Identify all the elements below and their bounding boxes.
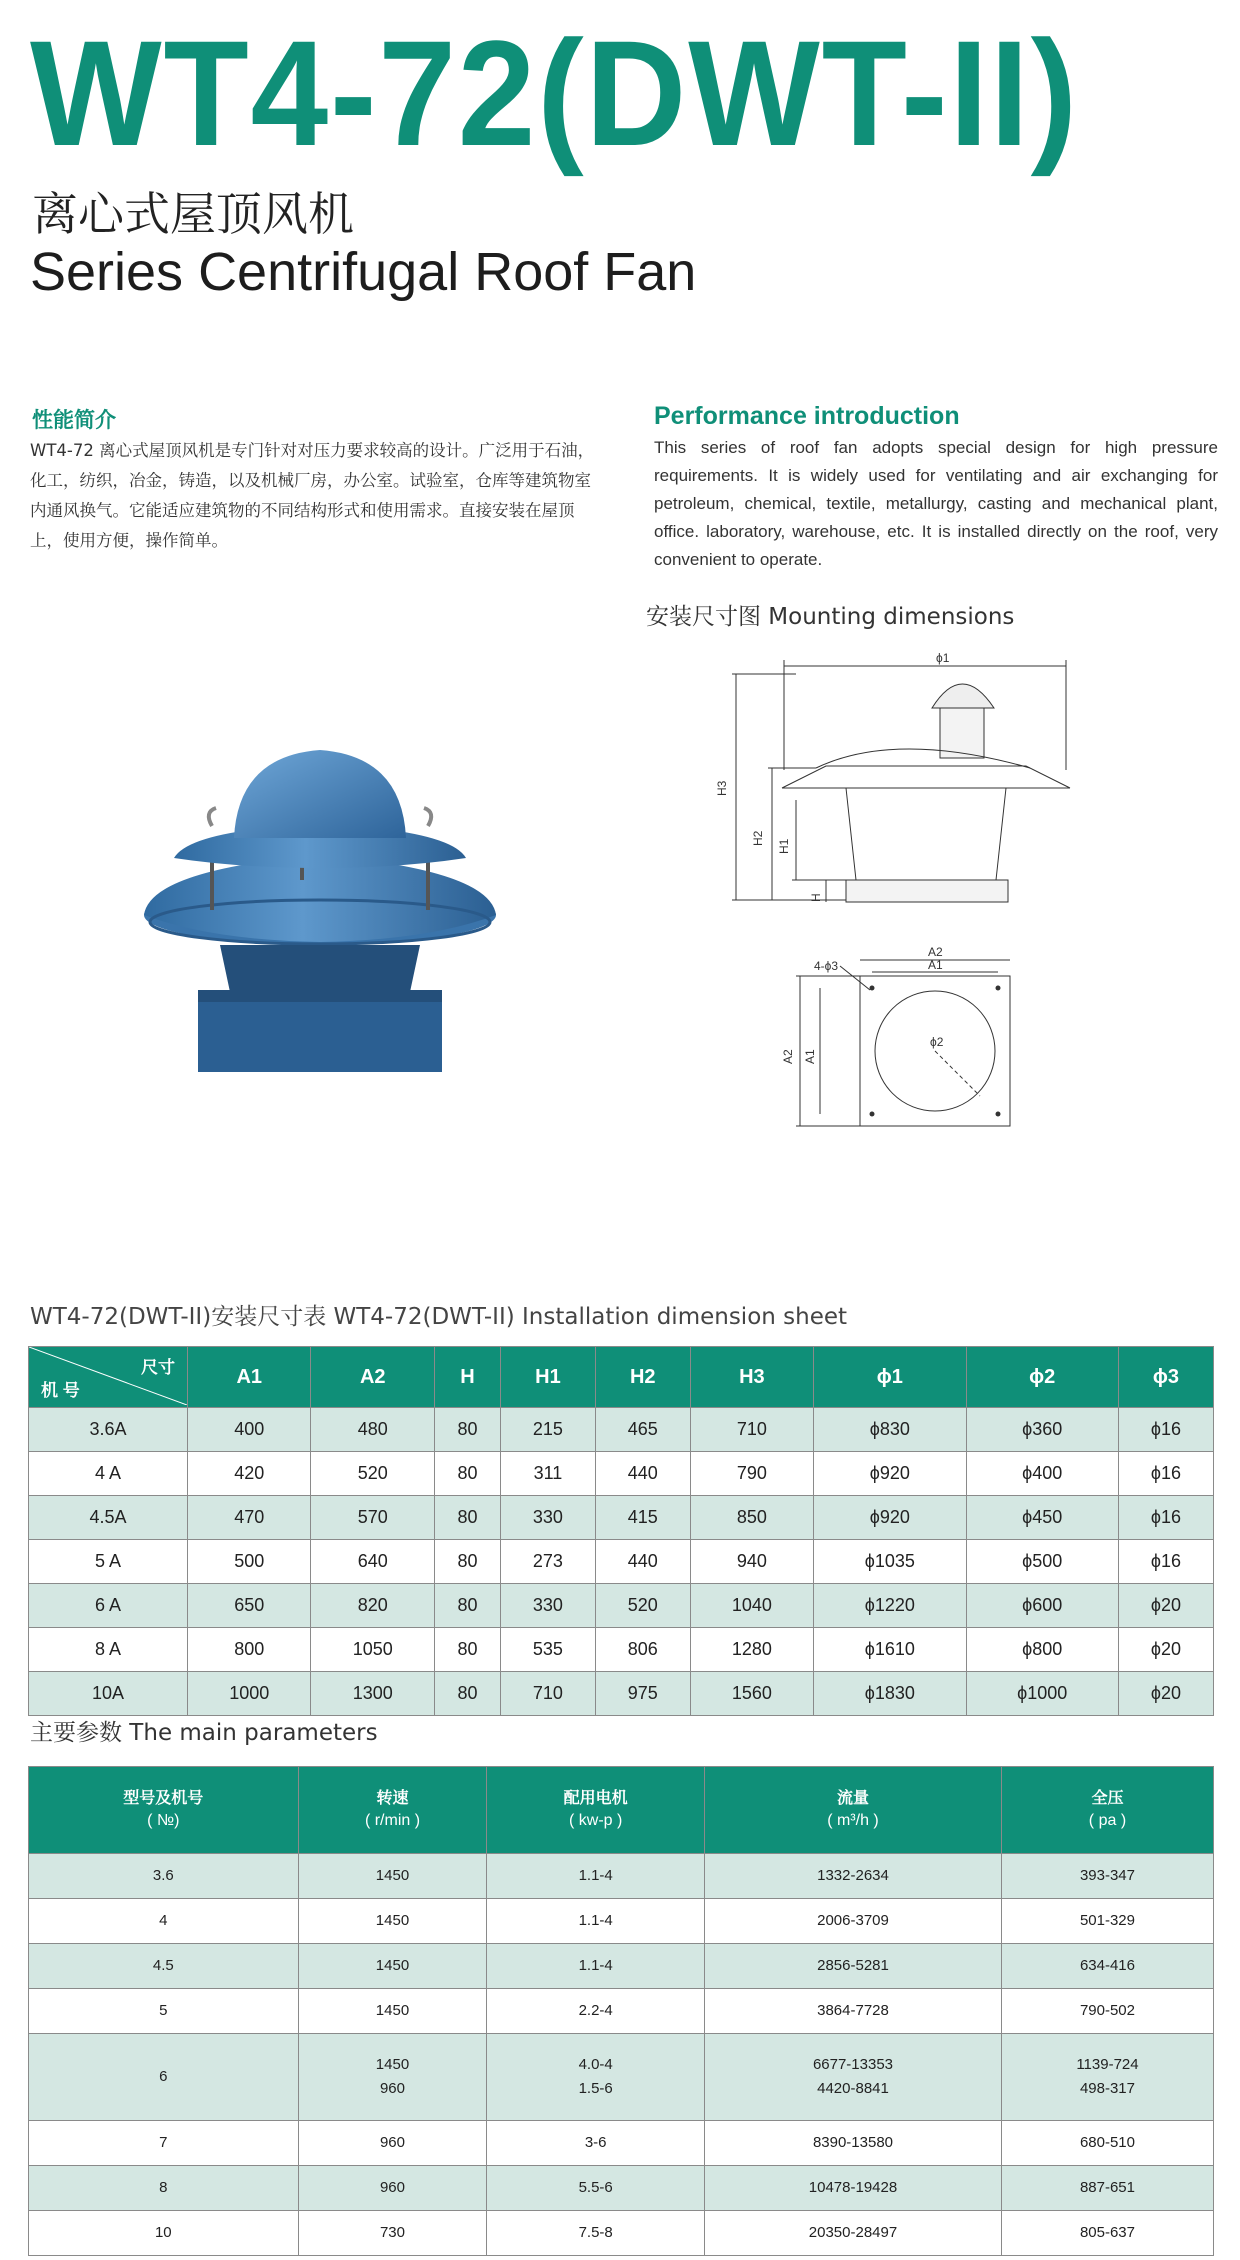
table-row [29,1989,1214,2034]
table-row [29,2211,1214,2256]
model-cell: 4 [29,1899,299,1944]
value-cell: 1450 960 [298,2034,487,2121]
value-cell: 501-329 [1001,1899,1213,1944]
value-cell: ϕ500 [966,1540,1118,1584]
param-header-main: 型号及机号 [123,1790,204,1807]
product-name-en: Series Centrifugal Roof Fan [30,242,697,302]
param-header [298,1767,487,1854]
value-cell: 3-6 [487,2121,705,2166]
a1-side-label: A1 [803,1049,817,1064]
value-cell: 80 [434,1540,500,1584]
value-cell: 1300 [311,1672,434,1716]
value-cell: 500 [188,1540,311,1584]
value-cell: 710 [501,1672,596,1716]
value-cell: 415 [595,1496,690,1540]
model-cell: 5 A [29,1540,188,1584]
model-cell: 4.5 [29,1944,299,1989]
value-cell: 5.5-6 [487,2166,705,2211]
h2-label: H2 [751,830,765,846]
intro-heading-cn: 性能简介 [32,408,116,432]
col-header: H3 [690,1347,813,1408]
param-header-unit: ( №) [147,1812,180,1829]
value-cell: 2006-3709 [705,1899,1002,1944]
mounting-side-drawing [696,650,1096,950]
h-label: H [809,893,823,902]
value-cell: ϕ600 [966,1584,1118,1628]
parameters-title: 主要参数 The main parameters [30,1720,378,1746]
model-cell: 6 [29,2034,299,2121]
value-cell: ϕ1610 [814,1628,966,1672]
table-row [29,1944,1214,1989]
value-cell: ϕ16 [1118,1408,1213,1452]
value-cell: 440 [595,1452,690,1496]
param-header [1001,1767,1213,1854]
value-cell: 1.1-4 [487,1899,705,1944]
param-header-main: 配用电机 [563,1790,628,1807]
value-cell: 960 [298,2166,487,2211]
col-header: ϕ2 [966,1347,1118,1408]
value-cell: 520 [311,1452,434,1496]
col-header: H [434,1347,500,1408]
bolt-label: 4-ϕ3 [814,959,839,973]
value-cell: ϕ360 [966,1408,1118,1452]
table-row [29,1899,1214,1944]
col-header: H1 [501,1347,596,1408]
table-row [29,1408,1214,1452]
value-cell: 1280 [690,1628,813,1672]
value-cell: 1050 [311,1628,434,1672]
value-cell: 80 [434,1452,500,1496]
intro-body-en: This series of roof fan adopts special design for high pressure requirements. It is widely used for ventilating and air exchanging for petroleum, chemical, textile, metallurgy, casting and mechanical plant, office. laboratory, warehouse, etc. It is installed directly on the roof, very convenient to operate. [654,438,1218,569]
value-cell: 887-651 [1001,2166,1213,2211]
col-header: A1 [188,1347,311,1408]
value-cell: 960 [298,2121,487,2166]
table-row [29,1496,1214,1540]
value-cell: 1450 [298,1854,487,1899]
value-cell: 215 [501,1408,596,1452]
dimension-table [28,1346,1214,1716]
param-header-unit: ( m³/h ) [827,1812,879,1829]
model-cell: 8 A [29,1628,188,1672]
model-cell: 4 A [29,1452,188,1496]
model-cell: 6 A [29,1584,188,1628]
intro-body-cn: WT4-72 离心式屋顶风机是专门针对对压力要求较高的设计。广泛用于石油，化工，纺织，冶金，铸造，以及机械厂房，办公室。试验室，仓库等建筑物室内通风换气。它能适应建筑物的不同结构形式和使用需求。直接安装在屋顶上，使用方便，操作简单。 [30,441,595,550]
model-cell: 10 [29,2211,299,2256]
value-cell: ϕ800 [966,1628,1118,1672]
value-cell: ϕ920 [814,1452,966,1496]
value-cell: 975 [595,1672,690,1716]
value-cell: ϕ400 [966,1452,1118,1496]
value-cell: 420 [188,1452,311,1496]
value-cell: 1560 [690,1672,813,1716]
value-cell: ϕ16 [1118,1496,1213,1540]
value-cell: 4.0-4 1.5-6 [487,2034,705,2121]
value-cell: 393-347 [1001,1854,1213,1899]
value-cell: ϕ16 [1118,1452,1213,1496]
value-cell: 1450 [298,1989,487,2034]
col-header: ϕ1 [814,1347,966,1408]
value-cell: ϕ830 [814,1408,966,1452]
value-cell: 680-510 [1001,2121,1213,2166]
value-cell: 400 [188,1408,311,1452]
value-cell: 1332-2634 [705,1854,1002,1899]
param-header-main: 流量 [836,1790,869,1807]
value-cell: ϕ1830 [814,1672,966,1716]
dimension-sheet-title: WT4-72(DWT-II)安装尺寸表 WT4-72(DWT-II) Installation dimension sheet [30,1304,848,1330]
value-cell: 730 [298,2211,487,2256]
value-cell: 330 [501,1496,596,1540]
model-cell: 3.6 [29,1854,299,1899]
value-cell: ϕ20 [1118,1584,1213,1628]
value-cell: 80 [434,1628,500,1672]
value-cell: 10478-19428 [705,2166,1002,2211]
value-cell: 800 [188,1628,311,1672]
value-cell: 535 [501,1628,596,1672]
value-cell: 311 [501,1452,596,1496]
product-title: WT4-72(DWT-II) [30,9,1079,177]
value-cell: 8390-13580 [705,2121,1002,2166]
mounting-top-drawing [780,946,1020,1156]
param-header-main: 全压 [1091,1790,1124,1807]
value-cell: 1139-724 498-317 [1001,2034,1213,2121]
value-cell: 640 [311,1540,434,1584]
value-cell: 480 [311,1408,434,1452]
param-header [487,1767,705,1854]
product-name-cn: 离心式屋顶风机 [32,187,354,241]
value-cell: ϕ20 [1118,1672,1213,1716]
value-cell: 80 [434,1584,500,1628]
corner-header [29,1347,188,1408]
model-cell: 5 [29,1989,299,2034]
value-cell: 2856-5281 [705,1944,1002,1989]
table-row [29,1628,1214,1672]
value-cell: 2.2-4 [487,1989,705,2034]
table-row [29,1854,1214,1899]
value-cell: 1.1-4 [487,1854,705,1899]
value-cell: ϕ450 [966,1496,1118,1540]
param-header-main: 转速 [376,1790,409,1807]
value-cell: ϕ1035 [814,1540,966,1584]
param-header-unit: ( kw-p ) [569,1812,623,1829]
value-cell: 790-502 [1001,1989,1213,2034]
value-cell: 80 [434,1408,500,1452]
value-cell: 3864-7728 [705,1989,1002,2034]
a2-top-label: A2 [928,946,943,959]
mounting-title: 安装尺寸图 Mounting dimensions [646,604,1015,630]
value-cell: 20350-28497 [705,2211,1002,2256]
value-cell: 465 [595,1408,690,1452]
value-cell: 850 [690,1496,813,1540]
a2-side-label: A2 [781,1049,795,1064]
value-cell: ϕ16 [1118,1540,1213,1584]
model-cell: 3.6A [29,1408,188,1452]
value-cell: 1450 [298,1944,487,1989]
model-cell: 10A [29,1672,188,1716]
a1-top-label: A1 [928,958,943,972]
value-cell: 1000 [188,1672,311,1716]
value-cell: 940 [690,1540,813,1584]
value-cell: ϕ20 [1118,1628,1213,1672]
value-cell: 1450 [298,1899,487,1944]
value-cell: 570 [311,1496,434,1540]
phi2-label: ϕ2 [930,1035,944,1049]
param-header-unit: ( pa ) [1088,1812,1127,1829]
intro-heading-en: Performance introduction [654,402,960,430]
param-header [705,1767,1002,1854]
value-cell: 6677-13353 4420-8841 [705,2034,1002,2121]
value-cell: 80 [434,1672,500,1716]
value-cell: ϕ920 [814,1496,966,1540]
table-row [29,1672,1214,1716]
corner-top: 尺寸 [141,1358,175,1377]
table-row [29,1540,1214,1584]
table-row [29,1584,1214,1628]
corner-bottom: 机 号 [41,1381,80,1400]
col-header: H2 [595,1347,690,1408]
param-header-unit: ( r/min ) [364,1812,421,1829]
parameters-table [28,1766,1214,2256]
value-cell: ϕ1220 [814,1584,966,1628]
value-cell: 710 [690,1408,813,1452]
roof-fan-image [130,740,510,1080]
value-cell: 520 [595,1584,690,1628]
value-cell: 820 [311,1584,434,1628]
value-cell: 806 [595,1628,690,1672]
value-cell: 790 [690,1452,813,1496]
table-row [29,1452,1214,1496]
table-row [29,2166,1214,2211]
model-cell: 8 [29,2166,299,2211]
col-header: A2 [311,1347,434,1408]
table-row [29,2121,1214,2166]
value-cell: 440 [595,1540,690,1584]
value-cell: 273 [501,1540,596,1584]
table-row [29,2034,1214,2121]
value-cell: 805-637 [1001,2211,1213,2256]
value-cell: 80 [434,1496,500,1540]
value-cell: 650 [188,1584,311,1628]
h1-label: H1 [777,838,791,854]
value-cell: 1.1-4 [487,1944,705,1989]
value-cell: 634-416 [1001,1944,1213,1989]
model-cell: 4.5A [29,1496,188,1540]
value-cell: 470 [188,1496,311,1540]
value-cell: ϕ1000 [966,1672,1118,1716]
phi1-label: ϕ1 [936,651,950,665]
model-cell: 7 [29,2121,299,2166]
value-cell: 1040 [690,1584,813,1628]
value-cell: 7.5-8 [487,2211,705,2256]
param-header [29,1767,299,1854]
value-cell: 330 [501,1584,596,1628]
col-header: ϕ3 [1118,1347,1213,1408]
h3-label: H3 [715,780,729,796]
